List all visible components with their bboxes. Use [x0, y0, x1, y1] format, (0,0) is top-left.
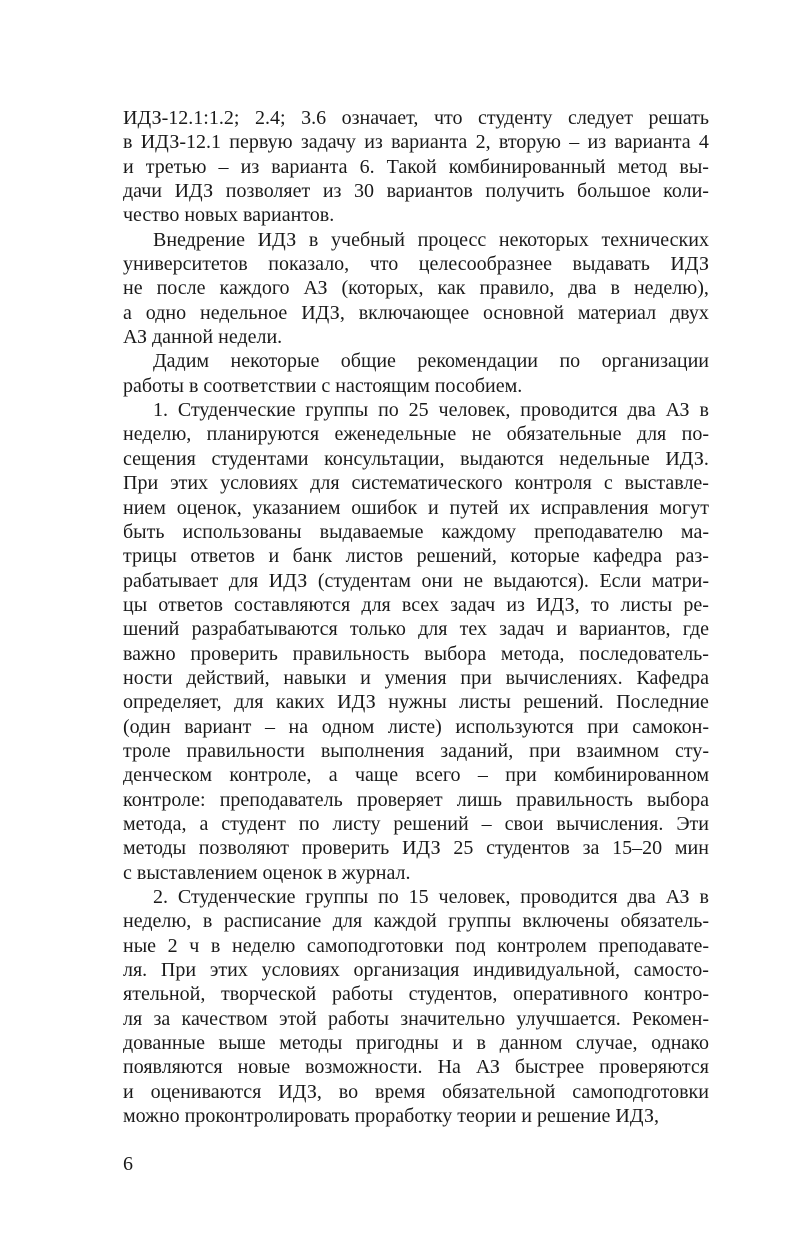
text-line: университетов показало, что целесообразнее выдавать ИДЗ	[123, 253, 709, 276]
text-line: можно проконтролировать проработку теории и решение ИДЗ,	[123, 1105, 660, 1128]
text-line: появляются новые возможности. На АЗ быстрее проверяются	[123, 1056, 709, 1079]
paragraph	[123, 885, 709, 1128]
text-line: и третью – из варианта 6. Такой комбинированный метод вы-	[123, 155, 709, 178]
text-line: денческом контроле, а чаще всего – при комбинированном	[123, 764, 709, 787]
text-line: ля за качеством этой работы значительно улучшается. Рекомен-	[123, 1007, 709, 1030]
page-number: 6	[123, 1153, 133, 1175]
text-line: При этих условиях для систематического контроля с выставле-	[123, 472, 709, 495]
text-line: рабатывает для ИДЗ (студентам они не выдаются). Если матри-	[123, 569, 709, 592]
text-line: чество новых вариантов.	[123, 204, 335, 227]
text-line: ИДЗ-12.1:1.2; 2.4; 3.6 означает, что студенту следует решать	[123, 107, 709, 129]
text-line: работы в соответствии с настоящим пособием.	[123, 374, 523, 397]
text-line: Дадим некоторые общие рекомендации по организации	[153, 350, 709, 373]
text-line: Внедрение ИДЗ в учебный процесс некоторых технических	[153, 228, 709, 251]
text-line: дованные выше методы пригодны и в данном случае, однако	[123, 1032, 709, 1055]
text-line: неделю, в расписание для каждой группы включены обязатель-	[123, 910, 709, 933]
paragraph	[123, 106, 709, 228]
text-line: цы ответов составляются для всех задач из ИДЗ, то листы ре-	[123, 593, 709, 616]
text-line: ности действий, навыки и умения при вычислениях. Кафедра	[123, 666, 709, 689]
text-line: дачи ИДЗ позволяет из 30 вариантов получить большое коли-	[123, 180, 709, 203]
text-line: важно проверить правильность выбора метода, последователь-	[123, 642, 709, 665]
text-line: шений разрабатываются только для тех задач и вариантов, где	[123, 618, 709, 641]
text-line: (один вариант – на одном листе) используются при самокон-	[123, 715, 709, 738]
paragraph	[123, 349, 709, 398]
text-line: методы позволяют проверить ИДЗ 25 студентов за 15–20 мин	[123, 837, 709, 860]
text-line: ля. При этих условиях организация индивидуальной, самосто-	[123, 959, 709, 982]
text-line: ятельной, творческой работы студентов, оперативного контро-	[123, 983, 709, 1006]
paragraph	[123, 228, 709, 350]
page-body	[123, 106, 709, 1128]
text-line: сещения студентами консультации, выдаются недельные ИДЗ.	[123, 447, 709, 470]
text-line: трицы ответов и банк листов решений, которые кафедра раз-	[123, 545, 709, 568]
text-line: с выставлением оценок в журнал.	[123, 861, 411, 884]
text-line: а одно недельное ИДЗ, включающее основной материал двух	[123, 301, 709, 324]
text-line: и оцениваются ИДЗ, во время обязательной самоподготовки	[123, 1080, 709, 1103]
text-line: 2. Студенческие группы по 15 человек, проводится два АЗ в	[153, 886, 709, 908]
text-line: в ИДЗ-12.1 первую задачу из варианта 2, вторую – из варианта 4	[123, 131, 709, 154]
text-line: контроле: преподаватель проверяет лишь правильность выбора	[123, 788, 709, 811]
text-line: троле правильности выполнения заданий, при взаимном сту-	[123, 739, 709, 762]
paragraph	[123, 398, 709, 885]
text-line: быть использованы выдаваемые каждому преподавателю ма-	[123, 520, 709, 543]
text-line: 1. Студенческие группы по 25 человек, проводится два АЗ в	[153, 399, 709, 422]
text-line: ные 2 ч в неделю самоподготовки под контролем преподавате-	[123, 934, 709, 957]
text-line: нием оценок, указанием ошибок и путей их исправления могут	[123, 496, 709, 519]
text-line: неделю, планируются еженедельные не обязательные для по-	[123, 423, 709, 446]
text-line: определяет, для каких ИДЗ нужны листы решений. Последние	[123, 691, 709, 714]
text-line: АЗ данной недели.	[123, 326, 283, 349]
text-line: метода, а студент по листу решений – свои вычисления. Эти	[123, 812, 709, 835]
text-line: не после каждого АЗ (которых, как правило, два в неделю),	[123, 277, 709, 300]
